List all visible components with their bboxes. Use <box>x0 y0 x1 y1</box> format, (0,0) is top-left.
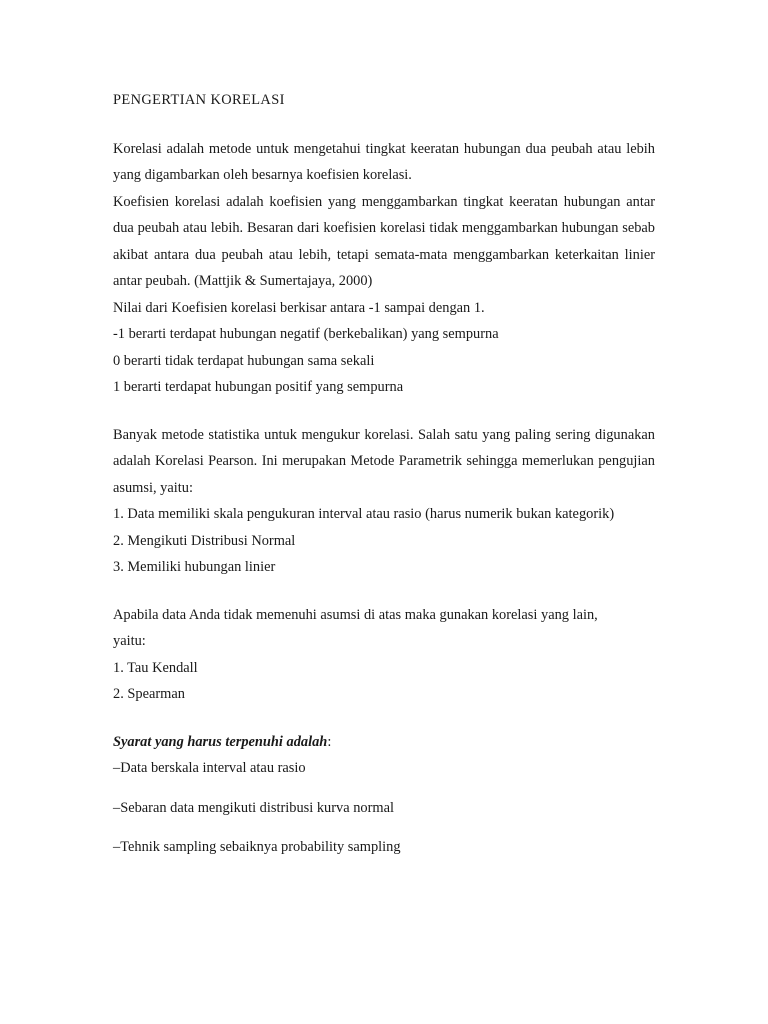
requirements-heading <box>113 729 655 756</box>
list-item: 2. Spearman <box>113 686 185 702</box>
requirements-heading-text: Syarat yang harus terpenuhi adalah <box>113 733 328 750</box>
requirements-heading-colon: : <box>327 733 332 750</box>
list-item: 1. Tau Kendall <box>113 659 198 676</box>
text-line: Nilai dari Koefisien korelasi berkisar antara -1 sampai dengan 1. <box>113 299 485 316</box>
list-item: 1. Data memiliki skala pengukuran interval atau rasio (harus numerik bukan kategorik) <box>113 506 615 522</box>
list-item: –Tehnik sampling sebaiknya probability sampling <box>113 839 401 855</box>
list-item: –Sebaran data mengikuti distribusi kurva normal <box>113 799 394 816</box>
list-item: 2. Mengikuti Distribusi Normal <box>113 532 296 549</box>
spacer <box>113 708 655 729</box>
text-line: 0 berarti tidak terdapat hubungan sama sekali <box>113 352 375 369</box>
list-item: –Data berskala interval atau rasio <box>113 760 306 776</box>
page-title: PENGERTIAN KORELASI <box>113 92 285 108</box>
text-line: Apabila data Anda tidak memenuhi asumsi di atas maka gunakan korelasi yang lain, <box>113 606 598 623</box>
paragraph-pearson: Banyak metode statistika untuk mengukur korelasi. Salah satu yang paling sering digunakan adalah Korelasi Pearson. Ini merupakan Metode Parametrik sehingga memerlukan pengujian asumsi, yaitu: <box>113 426 655 496</box>
text-line: -1 berarti terdapat hubungan negatif (berkebalikan) yang sempurna <box>113 326 499 342</box>
spacer <box>113 581 655 602</box>
spacer <box>113 782 655 795</box>
text-line: yaitu: <box>113 633 146 649</box>
list-item: 3. Memiliki hubungan linier <box>113 559 276 575</box>
text-line: 1 berarti terdapat hubungan positif yang sempurna <box>113 379 404 395</box>
paragraph-coefficient: Koefisien korelasi adalah koefisien yang menggambarkan tingkat keeratan hubungan antar dua peubah atau lebih. Besaran dari koefisien korelasi tidak menggambarkan hubungan sebab akibat antara dua peubah atau lebih, tetapi semata-mata menggambarkan keterkaitan linier antar peubah. (Mattjik & Sumertajaya, 2000) <box>113 193 655 289</box>
spacer <box>113 401 655 422</box>
paragraph-definition: Korelasi adalah metode untuk mengetahui tingkat keeratan hubungan dua peubah atau lebih yang digambarkan oleh besarnya koefisien korelasi. <box>113 140 655 183</box>
document-page <box>113 87 655 861</box>
spacer <box>113 821 655 834</box>
